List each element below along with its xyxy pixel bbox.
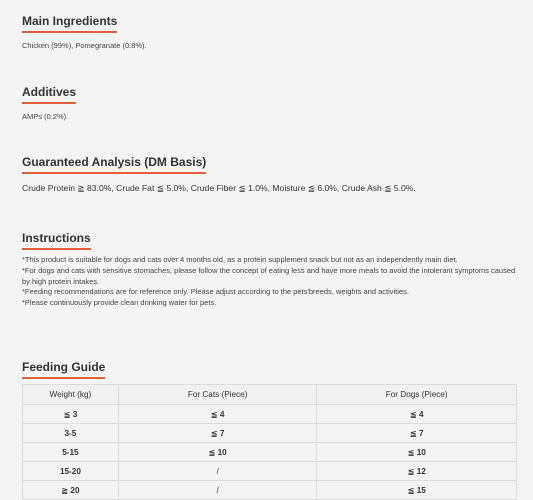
weight-cell: 5-15 xyxy=(23,443,119,462)
weight-cell: 15-20 xyxy=(23,462,119,481)
cats-cell: / xyxy=(118,481,317,500)
feeding-guide-section xyxy=(22,358,517,379)
instruction-line: *This product is suitable for dogs and cats over 4 months old, as a protein supplement snack but not as an independently main diet. xyxy=(22,255,458,264)
guaranteed-analysis-text: Crude Protein ≧ 83.0%, Crude Fat ≦ 5.0%, Crude Fiber ≦ 1.0%, Moisture ≦ 6.0%, Crude Ash ≦ 5.0%. xyxy=(22,183,416,193)
additives-heading: Additives xyxy=(22,85,76,104)
cats-cell: ≦ 7 xyxy=(118,424,317,443)
table-header-row xyxy=(23,385,517,405)
main-ingredients-text: Chicken (99%), Pomegranate (0.8%). xyxy=(22,41,147,50)
weight-cell: ≦ 3 xyxy=(23,405,119,424)
main-ingredients-heading: Main Ingredients xyxy=(22,14,117,33)
header-cats: For Cats (Piece) xyxy=(118,385,317,405)
table-row xyxy=(23,424,517,443)
feeding-guide-table xyxy=(22,384,517,500)
cats-cell: ≦ 10 xyxy=(118,443,317,462)
header-weight: Weight (kg) xyxy=(23,385,119,405)
additives-text: AMPs (0.2%). xyxy=(22,112,69,121)
guaranteed-analysis-heading: Guaranteed Analysis (DM Basis) xyxy=(22,155,206,174)
dogs-cell: ≦ 15 xyxy=(317,481,517,500)
instructions-heading: Instructions xyxy=(22,231,91,250)
main-ingredients-section xyxy=(22,12,517,52)
dogs-cell: ≦ 4 xyxy=(317,405,517,424)
weight-cell: ≧ 20 xyxy=(23,481,119,500)
table-row xyxy=(23,462,517,481)
dogs-cell: ≦ 7 xyxy=(317,424,517,443)
table-row xyxy=(23,443,517,462)
instruction-line: *For dogs and cats with sensitive stomaches, please follow the concept of eating less and have more meals to avoid the intolerant symptoms caused by high protein intakes. xyxy=(22,265,516,286)
cats-cell: / xyxy=(118,462,317,481)
additives-section xyxy=(22,83,517,123)
table-row xyxy=(23,481,517,500)
header-dogs: For Dogs (Piece) xyxy=(317,385,517,405)
feeding-guide-heading: Feeding Guide xyxy=(22,360,105,379)
instructions-section xyxy=(22,229,517,309)
instructions-list xyxy=(22,255,517,309)
instruction-line: *Feeding recommendations are for reference only. Please adjust according to the pets'breeds, weights and activities. xyxy=(22,287,409,297)
dogs-cell: ≦ 10 xyxy=(317,443,517,462)
cats-cell: ≦ 4 xyxy=(118,405,317,424)
instruction-line: *Please continuously provide clean drinking water for pets. xyxy=(22,298,217,308)
weight-cell: 3-5 xyxy=(23,424,119,443)
table-row xyxy=(23,405,517,424)
guaranteed-analysis-section xyxy=(22,153,517,194)
dogs-cell: ≦ 12 xyxy=(317,462,517,481)
